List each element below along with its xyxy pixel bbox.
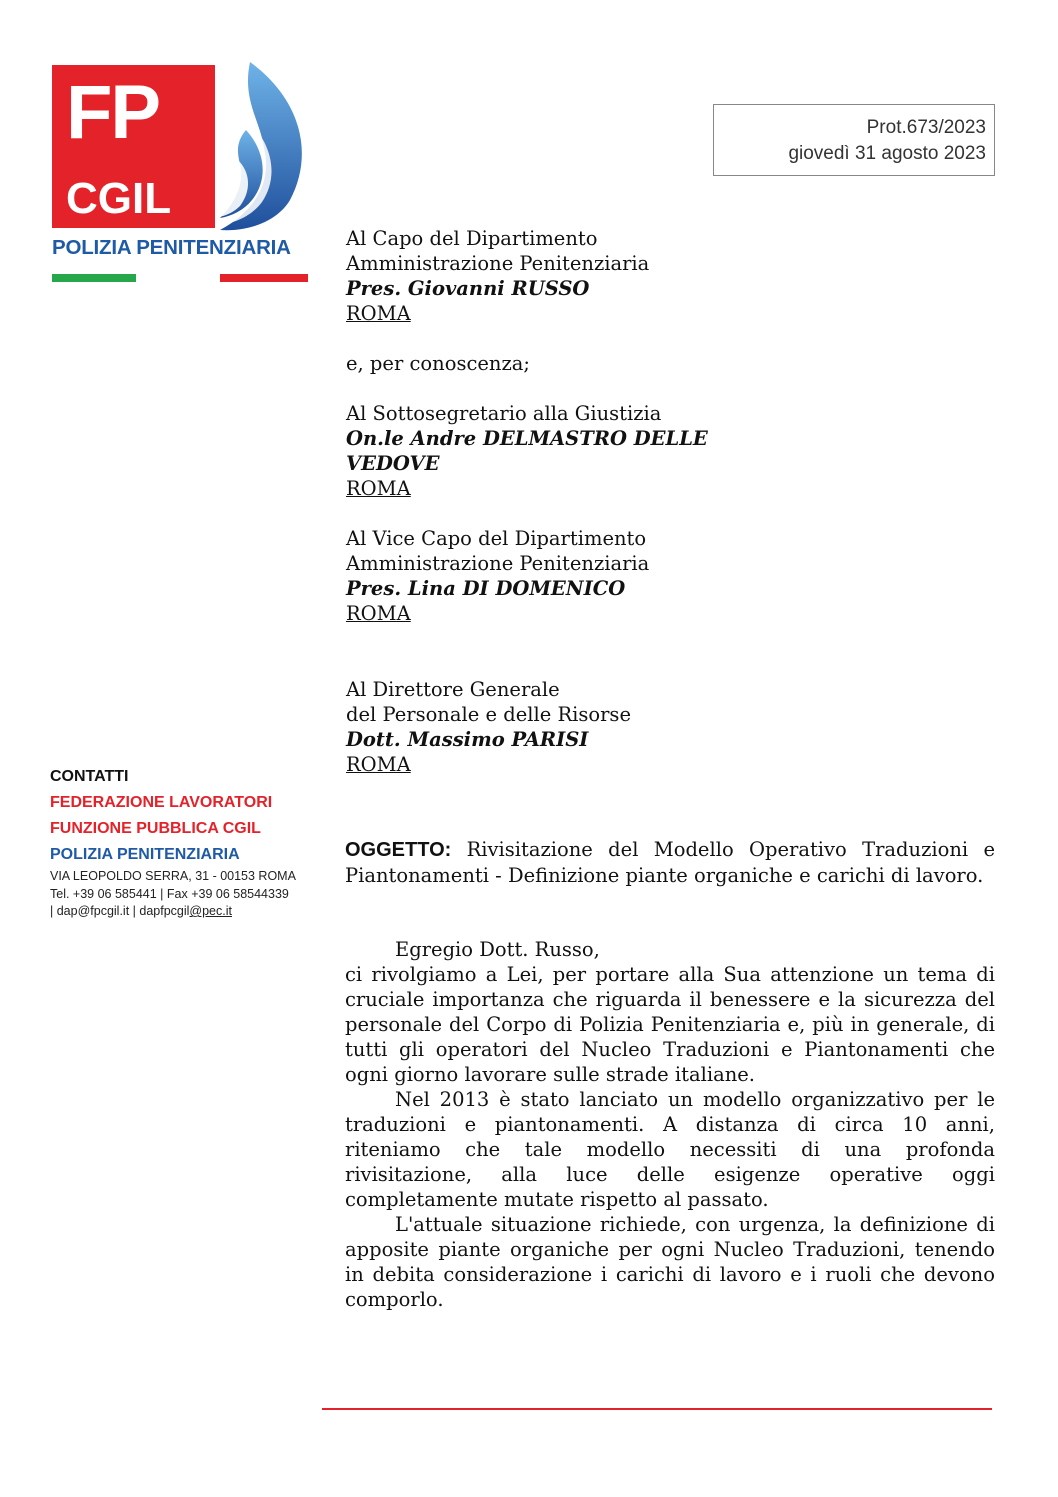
body-paragraph-2: Nel 2013 è stato lanciato un modello organizzativo per le traduzioni e piantonamenti. A distanza di circa 10 anni, riteniamo che tale modello necessiti di una profonda rivisitazione, alla luce delle esigenze operative oggi completamente mutate rispetto al passato. <box>345 1088 995 1211</box>
contacts-title: CONTATTI <box>50 768 129 785</box>
subject-text: Rivisitazione del Modello Operativo Traduzioni e Piantonamenti - Definizione piante organiche e carichi di lavoro. <box>345 838 995 887</box>
footer-divider <box>322 1408 992 1410</box>
contacts-address: VIA LEOPOLDO SERRA, 31 - 00153 ROMA <box>50 869 296 883</box>
addressee-name: Pres. Giovanni RUSSO <box>346 277 590 300</box>
per-conoscenza-line: e, per conoscenza; <box>346 352 530 375</box>
addressee-line: Amministrazione Penitenziaria <box>346 552 650 575</box>
addressee-line: Al Capo del Dipartimento <box>346 227 598 250</box>
logo-fp-text: FP <box>66 70 160 155</box>
contacts-email[interactable] <box>50 903 340 921</box>
flame-icon <box>202 60 312 235</box>
addressee-city: ROMA <box>346 753 411 776</box>
fp-cgil-logo <box>52 60 314 286</box>
addressee-name: VEDOVE <box>346 452 440 475</box>
salutation: Egregio Dott. Russo, <box>395 938 600 961</box>
addressee-sottosegretario <box>346 401 708 501</box>
addressee-vice-capo <box>346 526 649 626</box>
addressee-city: ROMA <box>346 302 411 325</box>
addressee-name: Pres. Lina DI DOMENICO <box>346 577 626 600</box>
contacts-email-prefix: | dap@fpcgil.it | dapfpcgil <box>50 904 190 918</box>
body-paragraph-3: L'attuale situazione richiede, con urgenza, la definizione di apposite piante organiche per ogni Nucleo Traduzioni, tenendo in debita considerazione i carichi di lavoro e i ruoli che devono comporlo. <box>345 1213 995 1311</box>
addressee-line: Al Vice Capo del Dipartimento <box>346 527 647 550</box>
addressee-city: ROMA <box>346 477 411 500</box>
subject-label: OGGETTO: <box>345 839 452 861</box>
protocol-number: Prot.673/2023 <box>866 117 986 138</box>
contacts-org-line: POLIZIA PENITENZIARIA <box>50 846 240 863</box>
contacts-phone: Tel. +39 06 585441 | Fax +39 06 58544339 <box>50 886 289 901</box>
addressee-line: Al Sottosegretario alla Giustizia <box>346 402 662 425</box>
addressee-direttore-generale <box>346 677 631 777</box>
contacts-block <box>50 764 340 921</box>
logo-cgil-text: CGIL <box>66 174 172 223</box>
contacts-email-domain: @pec.it <box>189 904 232 918</box>
subject-paragraph <box>345 837 995 888</box>
contacts-org-line: FEDERAZIONE LAVORATORI <box>50 794 273 811</box>
addressee-name: On.le Andre DELMASTRO DELLE <box>346 427 708 450</box>
logo-red-square <box>52 65 215 228</box>
logo-stripe-red <box>220 274 308 282</box>
logo-stripe-green <box>52 274 136 282</box>
contacts-org-line: FUNZIONE PUBBLICA CGIL <box>50 820 261 837</box>
protocol-date: giovedì 31 agosto 2023 <box>788 143 986 164</box>
addressee-name: Dott. Massimo PARISI <box>346 728 589 751</box>
addressee-line: Al Direttore Generale <box>346 678 560 701</box>
addressee-line: Amministrazione Penitenziaria <box>346 252 650 275</box>
protocol-box <box>713 104 995 176</box>
addressee-city: ROMA <box>346 602 411 625</box>
addressee-capo-dipartimento <box>346 226 649 326</box>
addressee-line: del Personale e delle Risorse <box>346 703 631 726</box>
logo-subtitle: POLIZIA PENITENZIARIA <box>52 236 291 259</box>
letter-body <box>345 937 995 1312</box>
body-paragraph-1: ci rivolgiamo a Lei, per portare alla Sua attenzione un tema di cruciale importanza che riguarda il benessere e la sicurezza del personale del Corpo di Polizia Penitenziaria e, più in generale, di tutti gli operatori del Nucleo Traduzioni e Piantonamenti che ogni giorno lavorare sulle strade italiane. <box>345 963 995 1086</box>
